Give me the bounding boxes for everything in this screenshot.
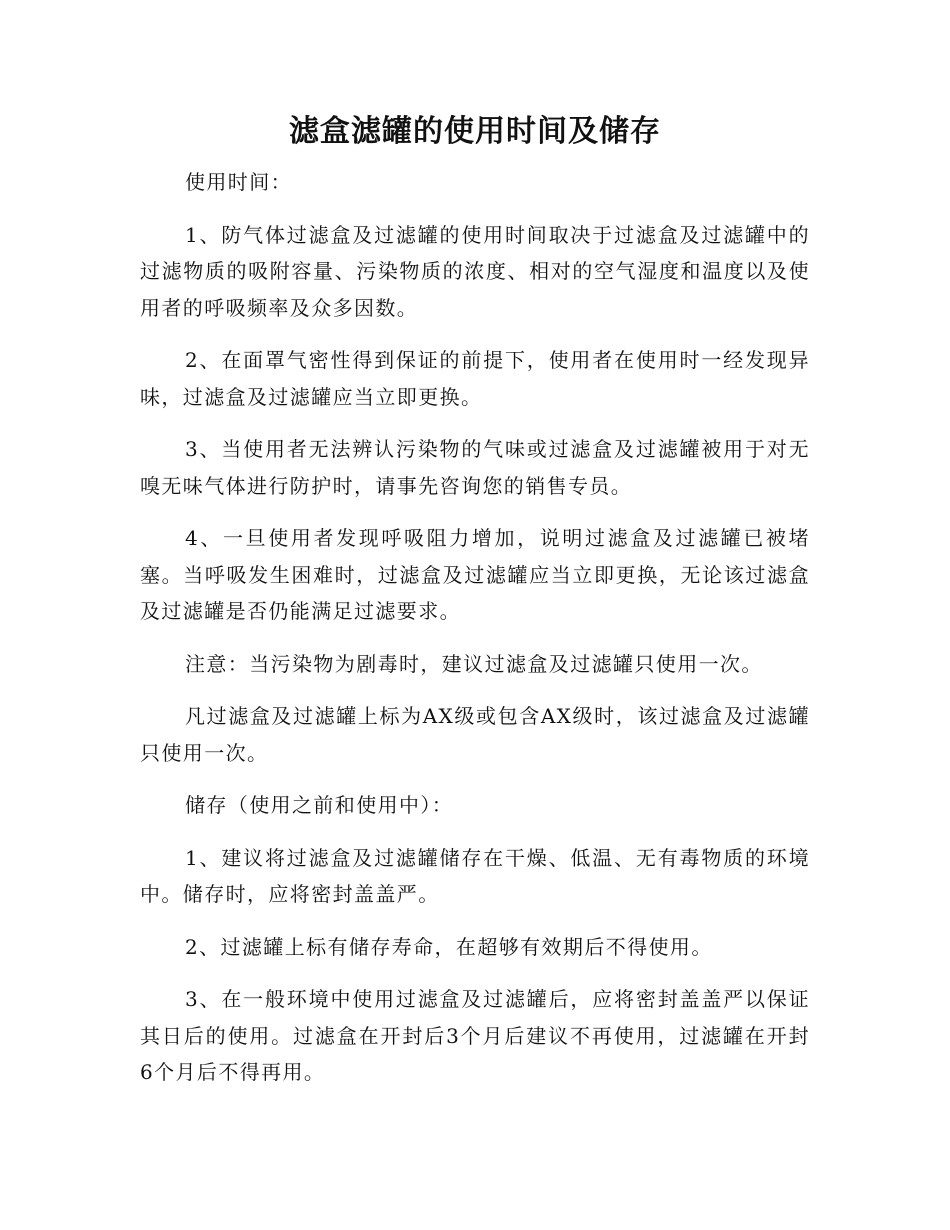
page-title: 滤盒滤罐的使用时间及储存 — [289, 114, 661, 149]
paragraph: 2、过滤罐上标有储存寿命，在超够有效期后不得使用。 — [185, 934, 713, 959]
paragraph: 1、防气体过滤盒及过滤罐的使用时间取决于过滤盒及过滤罐中的过滤物质的吸附容量、污染物质的浓度、相对的空气湿度和温度以及使用者的呼吸频率及众多因数。 — [140, 222, 810, 320]
section-heading-storage: 储存（使用之前和使用中）： — [185, 793, 454, 817]
section-heading-usage-time: 使用时间： — [185, 170, 292, 194]
paragraph: 2、在面罩气密性得到保证的前提下，使用者在使用时一经发现异味，过滤盒及过滤罐应当立即更换。 — [140, 348, 810, 409]
paragraph: 3、当使用者无法辨认污染物的气味或过滤盒及过滤罐被用于对无嗅无味气体进行防护时，请事先咨询您的销售专员。 — [140, 437, 810, 498]
paragraph: 1、建议将过滤盒及过滤罐储存在干燥、低温、无有毒物质的环境中。储存时，应将密封盖盖严。 — [140, 845, 810, 906]
paragraph: 3、在一般环境中使用过滤盒及过滤罐后，应将密封盖盖严以保证其日后的使用。过滤盒在开封后3个月后建议不再使用，过滤罐在开封6个月后不得再用。 — [140, 987, 810, 1084]
paragraph: 4、一旦使用者发现呼吸阻力增加，说明过滤盒及过滤罐已被堵塞。当呼吸发生困难时，过滤盒及过滤罐应当立即更换，无论该过滤盒及过滤罐是否仍能满足过滤要求。 — [140, 526, 810, 623]
note-paragraph: 注意：当污染物为剧毒时，建议过滤盒及过滤罐只使用一次。 — [185, 651, 763, 676]
paragraph: 凡过滤盒及过滤罐上标为AX级或包含AX级时，该过滤盒及过滤罐只使用一次。 — [140, 704, 810, 765]
document-body — [140, 164, 810, 1107]
